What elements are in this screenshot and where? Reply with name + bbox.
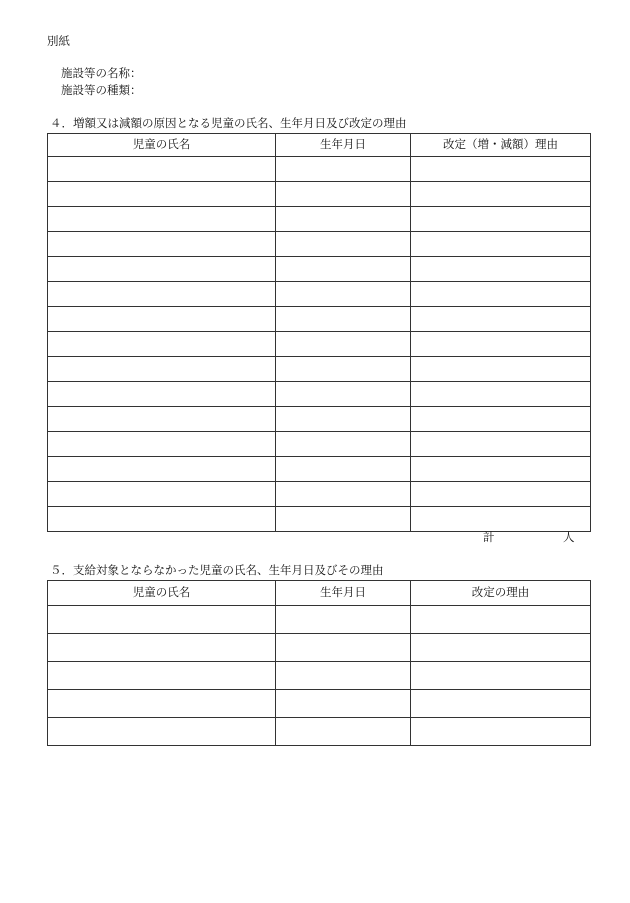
birth-date-cell[interactable] (276, 357, 411, 382)
child-name-cell[interactable] (48, 507, 276, 532)
table-row (48, 662, 591, 690)
reason-cell[interactable] (411, 182, 591, 207)
reason-cell[interactable] (411, 690, 591, 718)
birth-date-cell[interactable] (276, 690, 411, 718)
birth-date-cell[interactable] (276, 606, 411, 634)
table-row (48, 232, 591, 257)
birth-date-cell[interactable] (276, 332, 411, 357)
reason-cell[interactable] (411, 282, 591, 307)
birth-date-cell[interactable] (276, 407, 411, 432)
section4-header-row (48, 134, 591, 157)
attachment-label: 別紙 (47, 34, 70, 48)
reason-cell[interactable] (411, 432, 591, 457)
section5-header-row (48, 581, 591, 606)
header-reason: 改定の理由 (411, 581, 591, 606)
birth-date-cell[interactable] (276, 182, 411, 207)
birth-date-cell[interactable] (276, 157, 411, 182)
section5-title: ５．支給対象とならなかった児童の氏名、生年月日及びその理由 (50, 563, 384, 577)
total-unit: 人 (563, 530, 575, 544)
reason-cell[interactable] (411, 232, 591, 257)
table-row (48, 606, 591, 634)
child-name-cell[interactable] (48, 482, 276, 507)
birth-date-cell[interactable] (276, 482, 411, 507)
child-name-cell[interactable] (48, 457, 276, 482)
table-row (48, 307, 591, 332)
reason-cell[interactable] (411, 307, 591, 332)
child-name-cell[interactable] (48, 662, 276, 690)
table-row (48, 407, 591, 432)
section5-table (47, 580, 591, 746)
child-name-cell[interactable] (48, 157, 276, 182)
facility-type-label: 施設等の種類： (61, 83, 142, 97)
reason-cell[interactable] (411, 457, 591, 482)
table-row (48, 357, 591, 382)
table-row (48, 507, 591, 532)
birth-date-cell[interactable] (276, 232, 411, 257)
reason-cell[interactable] (411, 157, 591, 182)
birth-date-cell[interactable] (276, 207, 411, 232)
table-row (48, 182, 591, 207)
reason-cell[interactable] (411, 507, 591, 532)
header-revision-reason: 改定（増・減額）理由 (411, 134, 591, 157)
child-name-cell[interactable] (48, 606, 276, 634)
table-row (48, 432, 591, 457)
table-row (48, 482, 591, 507)
section4-table (47, 133, 591, 532)
reason-cell[interactable] (411, 357, 591, 382)
birth-date-cell[interactable] (276, 718, 411, 746)
child-name-cell[interactable] (48, 407, 276, 432)
header-child-name: 児童の氏名 (48, 581, 276, 606)
child-name-cell[interactable] (48, 432, 276, 457)
birth-date-cell[interactable] (276, 432, 411, 457)
child-name-cell[interactable] (48, 690, 276, 718)
child-name-cell[interactable] (48, 207, 276, 232)
birth-date-cell[interactable] (276, 257, 411, 282)
table-row (48, 157, 591, 182)
header-birth-date: 生年月日 (276, 581, 411, 606)
reason-cell[interactable] (411, 257, 591, 282)
child-name-cell[interactable] (48, 357, 276, 382)
child-name-cell[interactable] (48, 232, 276, 257)
table-row (48, 282, 591, 307)
birth-date-cell[interactable] (276, 662, 411, 690)
birth-date-cell[interactable] (276, 634, 411, 662)
birth-date-cell[interactable] (276, 382, 411, 407)
header-child-name: 児童の氏名 (48, 134, 276, 157)
child-name-cell[interactable] (48, 718, 276, 746)
header-birth-date: 生年月日 (276, 134, 411, 157)
reason-cell[interactable] (411, 662, 591, 690)
section4-title: ４．増額又は減額の原因となる児童の氏名、生年月日及び改定の理由 (50, 116, 407, 130)
child-name-cell[interactable] (48, 634, 276, 662)
reason-cell[interactable] (411, 482, 591, 507)
table-row (48, 718, 591, 746)
table-row (48, 257, 591, 282)
reason-cell[interactable] (411, 718, 591, 746)
birth-date-cell[interactable] (276, 457, 411, 482)
child-name-cell[interactable] (48, 182, 276, 207)
child-name-cell[interactable] (48, 257, 276, 282)
table-row (48, 382, 591, 407)
child-name-cell[interactable] (48, 307, 276, 332)
birth-date-cell[interactable] (276, 282, 411, 307)
table-row (48, 634, 591, 662)
facility-name-label: 施設等の名称： (61, 66, 142, 80)
child-name-cell[interactable] (48, 382, 276, 407)
child-name-cell[interactable] (48, 282, 276, 307)
reason-cell[interactable] (411, 382, 591, 407)
table-row (48, 690, 591, 718)
reason-cell[interactable] (411, 634, 591, 662)
reason-cell[interactable] (411, 407, 591, 432)
reason-cell[interactable] (411, 332, 591, 357)
reason-cell[interactable] (411, 207, 591, 232)
birth-date-cell[interactable] (276, 507, 411, 532)
reason-cell[interactable] (411, 606, 591, 634)
table-row (48, 207, 591, 232)
child-name-cell[interactable] (48, 332, 276, 357)
table-row (48, 457, 591, 482)
total-label: 計 (483, 530, 495, 544)
table-row (48, 332, 591, 357)
birth-date-cell[interactable] (276, 307, 411, 332)
